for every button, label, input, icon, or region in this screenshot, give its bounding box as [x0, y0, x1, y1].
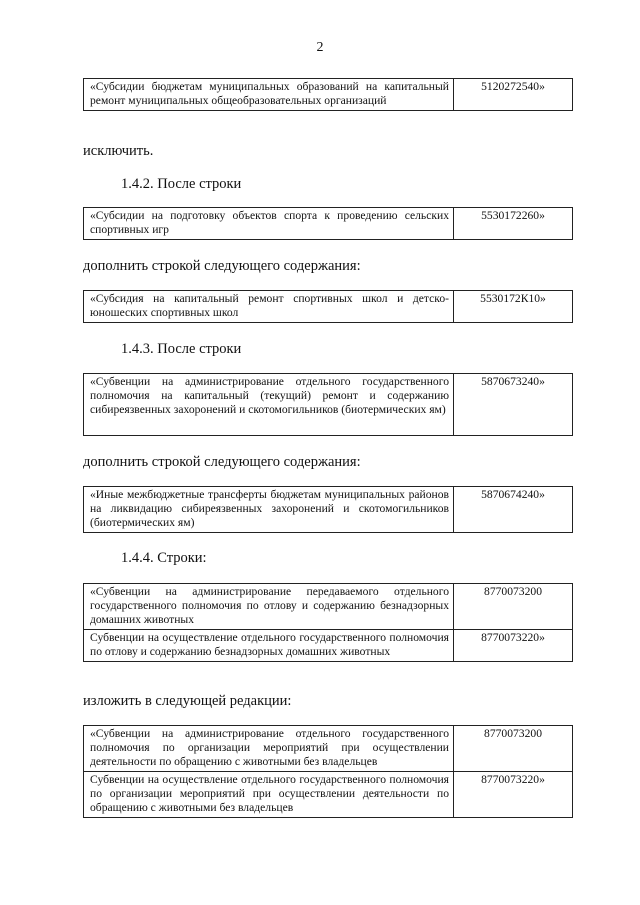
row-code: 8770073200 [454, 584, 573, 630]
heading-1-4-4: 1.4.4. Строки: [121, 550, 207, 566]
row-name: «Субвенции на администрирование отдельного государственного полномочия на капитальный (текущий) ремонт и содержанию сибиреязвенных захоронений и скотомогильников (биотермических ям) [84, 374, 454, 436]
row-name: «Субвенции на администрирование передаваемого отдельного государственного полномочия по отлову и содержанию безнадзорных домашних животных [84, 584, 454, 630]
table-added-row-1 [83, 290, 573, 323]
row-code: 8770073220» [454, 772, 573, 818]
table-row [84, 79, 573, 111]
row-name: «Субсидия на капитальный ремонт спортивных школ и детско-юношеских спортивных школ [84, 291, 454, 323]
table-row [84, 208, 573, 240]
paragraph-edit: изложить в следующей редакции: [83, 693, 292, 709]
paragraph-exclude: исключить. [83, 143, 154, 159]
row-name: Субвенции на осуществление отдельного государственного полномочия по организации мероприятий при осуществлении деятельности по обращению с животными без владельцев [84, 772, 454, 818]
table-added-row-2 [83, 486, 573, 533]
row-code: 5870673240» [454, 374, 573, 436]
table-row [84, 726, 573, 772]
row-name: «Субсидии на подготовку объектов спорта к проведению сельских спортивных игр [84, 208, 454, 240]
row-name: «Субсидии бюджетам муниципальных образований на капитальный ремонт муниципальных общеобразовательных организаций [84, 79, 454, 111]
table-row [84, 630, 573, 662]
table-row [84, 291, 573, 323]
page-number: 2 [316, 40, 324, 55]
table-after-row-2 [83, 373, 573, 436]
row-code: 5530172260» [454, 208, 573, 240]
heading-1-4-3: 1.4.3. После строки [121, 341, 242, 357]
table-new-rows [83, 725, 573, 818]
table-old-rows [83, 583, 573, 662]
table-row [84, 374, 573, 436]
table-excluded-row [83, 78, 573, 111]
table-after-row-1 [83, 207, 573, 240]
row-code: 5870674240» [454, 487, 573, 533]
paragraph-add-1: дополнить строкой следующего содержания: [83, 258, 361, 274]
row-code: 8770073220» [454, 630, 573, 662]
row-code: 5530172К10» [454, 291, 573, 323]
table-row [84, 772, 573, 818]
row-code: 5120272540» [454, 79, 573, 111]
row-name: «Субвенции на администрирование отдельного государственного полномочия по организации мероприятий при осуществлении деятельности по обращению с животными без владельцев [84, 726, 454, 772]
row-name: «Иные межбюджетные трансферты бюджетам муниципальных районов на ликвидацию сибиреязвенных захоронений и скотомогильников (биотермических ям) [84, 487, 454, 533]
row-code: 8770073200 [454, 726, 573, 772]
paragraph-add-2: дополнить строкой следующего содержания: [83, 454, 361, 470]
heading-1-4-2: 1.4.2. После строки [121, 176, 242, 192]
table-row [84, 487, 573, 533]
row-name: Субвенции на осуществление отдельного государственного полномочия по отлову и содержанию безнадзорных домашних животных [84, 630, 454, 662]
table-row [84, 584, 573, 630]
